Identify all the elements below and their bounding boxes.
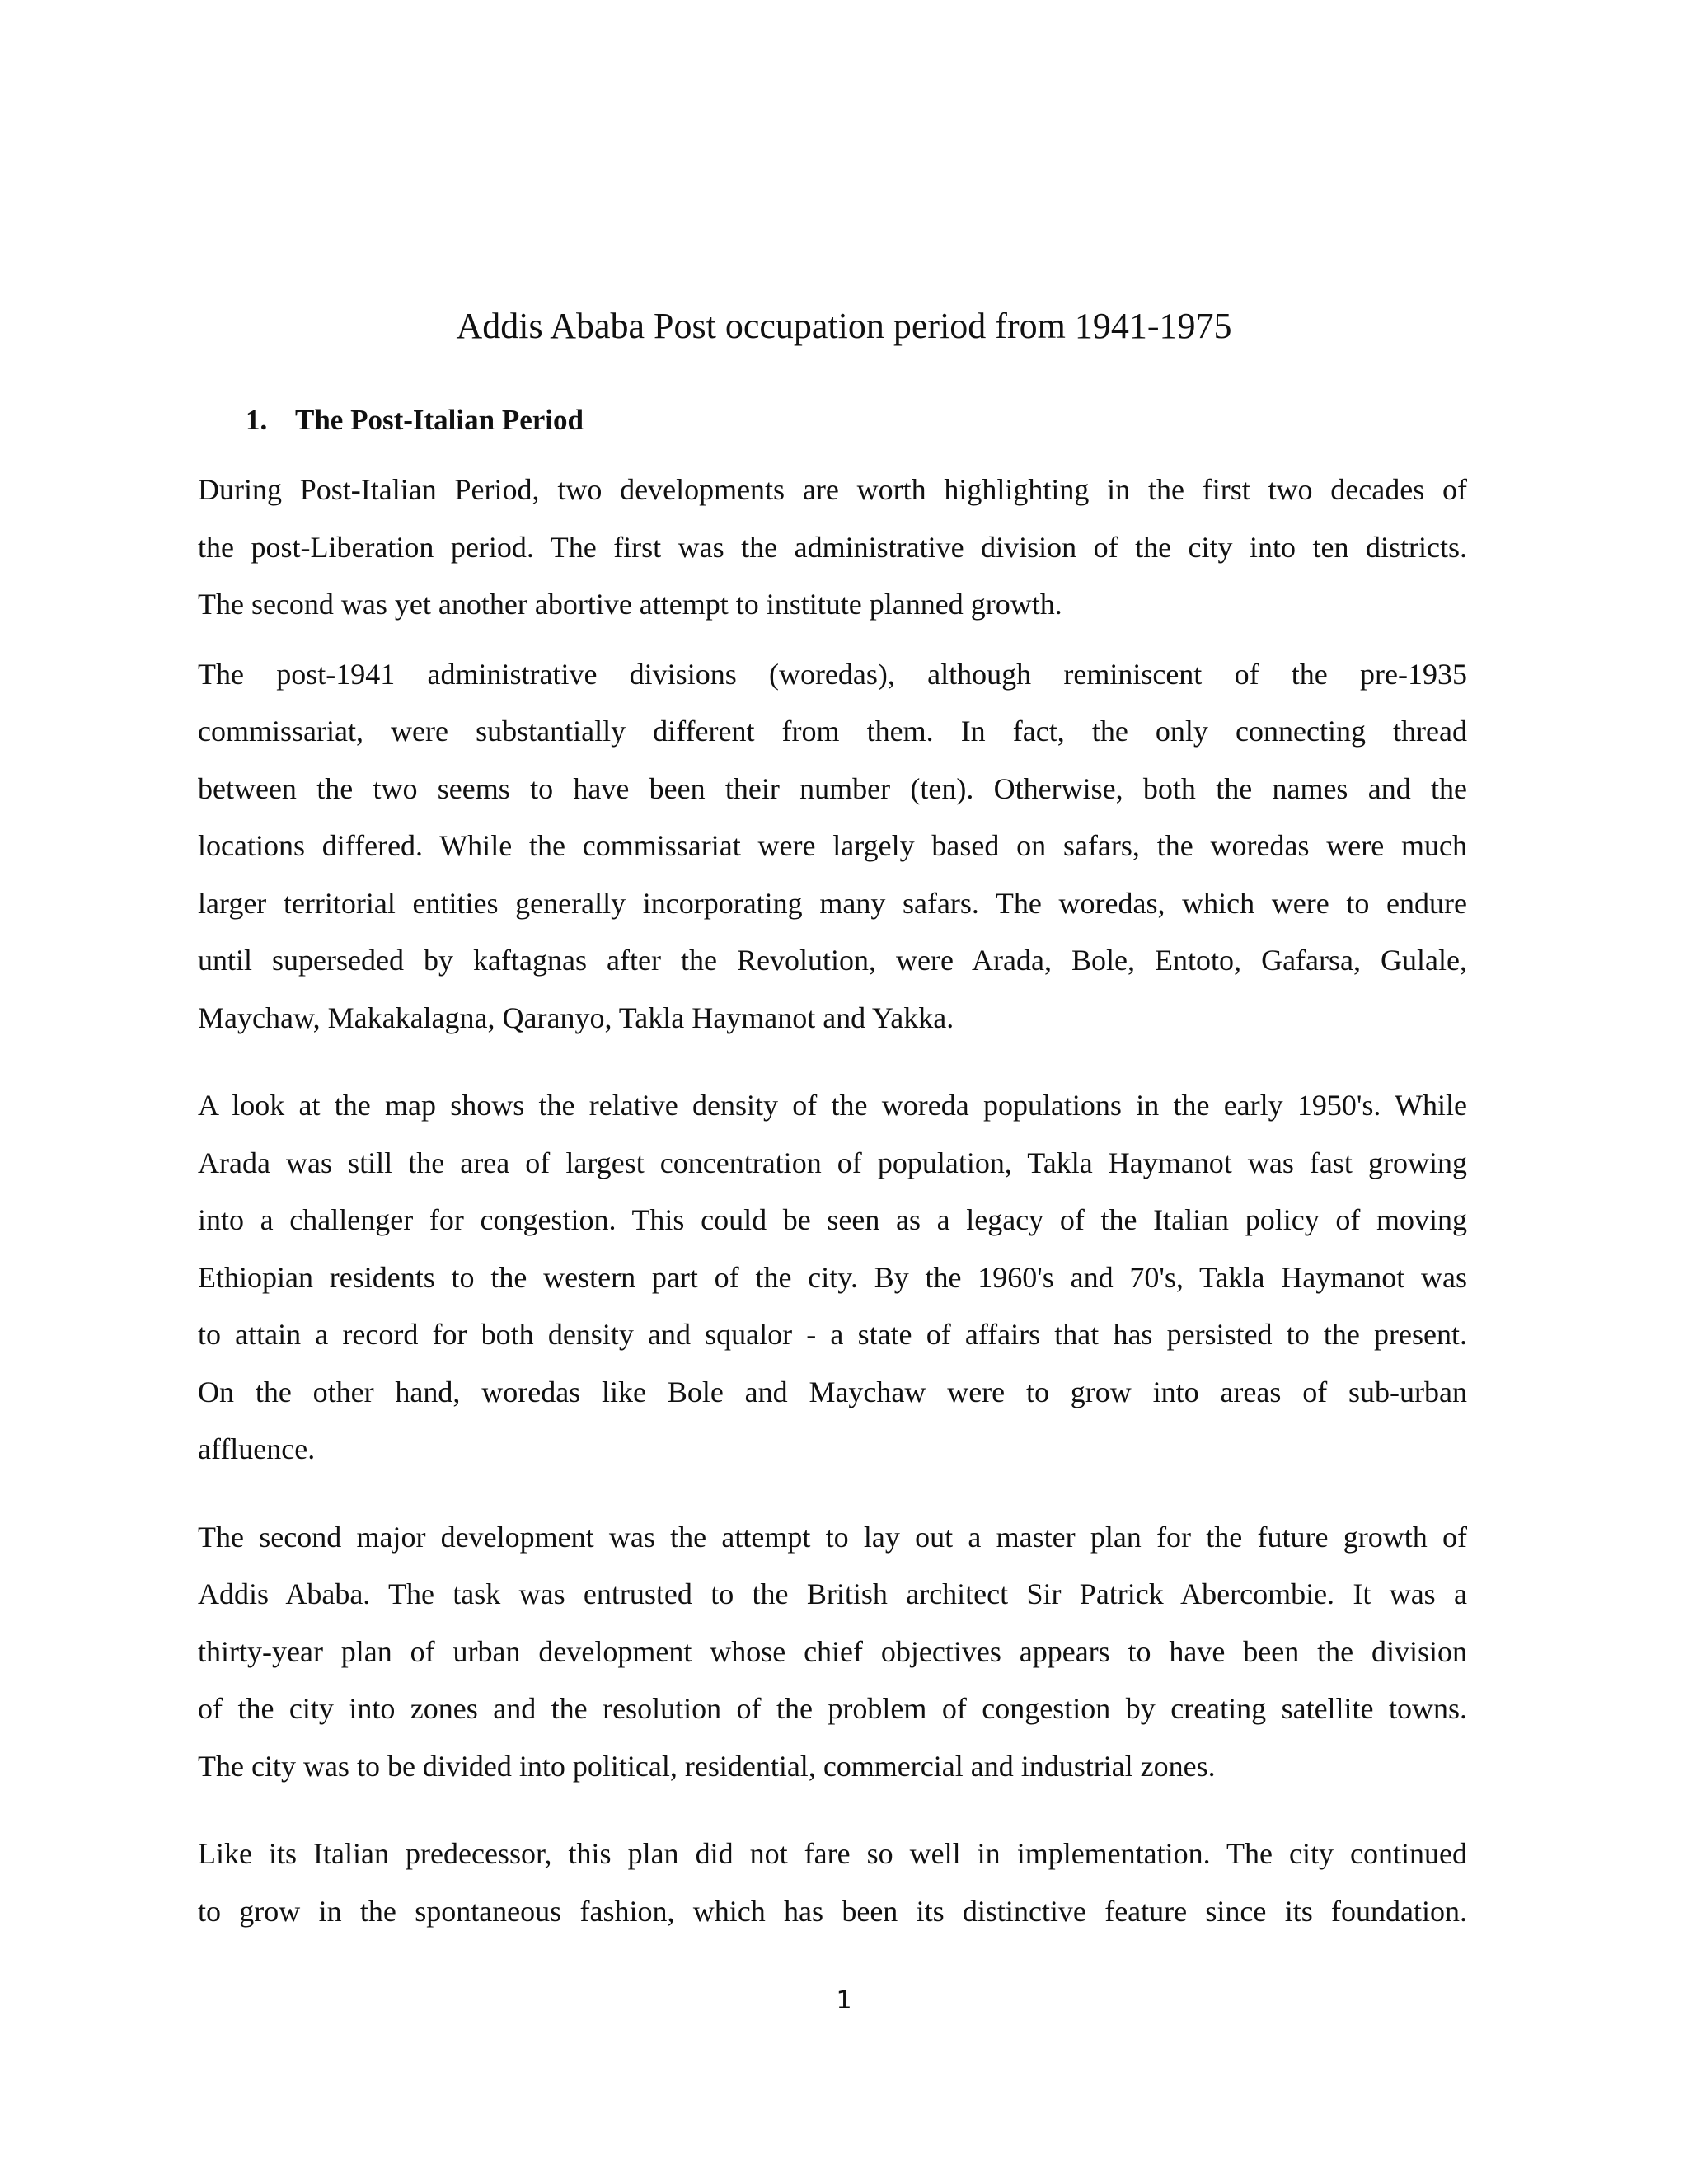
paragraph-line: The second was yet another abortive attempt to institute planned growth. [198, 588, 1062, 621]
paragraph-line: into a challenger for congestion. This could be seen as a legacy of the Italian policy of moving [198, 1203, 1467, 1236]
paragraph-4 [198, 1509, 1467, 1796]
paragraph-line: Arada was still the area of largest concentration of population, Takla Haymanot was fast growing [198, 1146, 1467, 1179]
paragraph-3 [198, 1077, 1467, 1479]
paragraph-line: Maychaw, Makakalagna, Qaranyo, Takla Haymanot and Yakka. [198, 1001, 954, 1034]
paragraph-line: between the two seems to have been their number (ten). Otherwise, both the names and the [198, 771, 1467, 805]
paragraph-line: thirty-year plan of urban development whose chief objectives appears to have been the division [198, 1634, 1467, 1668]
paragraph-line: Ethiopian residents to the western part of the city. By the 1960's and 70's, Takla Haymanot was [198, 1260, 1467, 1294]
section-number: 1. [246, 404, 268, 436]
paragraph-line: The second major development was the attempt to lay out a master plan for the future growth of [198, 1520, 1467, 1554]
body-text [198, 462, 1467, 1952]
paragraph-line: to grow in the spontaneous fashion, which has been its distinctive feature since its foundation. [198, 1894, 1467, 1928]
document-title: Addis Ababa Post occupation period from 1941-1975 [456, 306, 1232, 346]
paragraph-2 [198, 646, 1467, 1047]
page-number: 1 [836, 1986, 852, 2015]
paragraph-line: On the other hand, woredas like Bole and Maychaw were to grow into areas of sub-urban [198, 1375, 1467, 1408]
section-heading [246, 402, 584, 438]
paragraph-line: to attain a record for both density and squalor - a state of affairs that has persisted to the present. [198, 1318, 1467, 1351]
paragraph-line: until superseded by kaftagnas after the Revolution, were Arada, Bole, Entoto, Gafarsa, Gulale, [198, 944, 1467, 977]
paragraph-1 [198, 462, 1467, 634]
paragraph-line: larger territorial entities generally incorporating many safars. The woredas, which were to endure [198, 886, 1467, 920]
paragraph-line: A look at the map shows the relative density of the woreda populations in the early 1950's. While [198, 1089, 1467, 1122]
section-heading-text: The Post-Italian Period [295, 404, 584, 436]
paragraph-line: During Post-Italian Period, two developments are worth highlighting in the first two decades of [198, 473, 1467, 506]
paragraph-line: Addis Ababa. The task was entrusted to the British architect Sir Patrick Abercombie. It was a [198, 1577, 1467, 1610]
paragraph-5 [198, 1825, 1467, 1940]
paragraph-line: commissariat, were substantially different from them. In fact, the only connecting thread [198, 715, 1467, 748]
paragraph-line: Like its Italian predecessor, this plan did not fare so well in implementation. The city continued [198, 1837, 1467, 1870]
paragraph-line: The city was to be divided into political, residential, commercial and industrial zones. [198, 1749, 1216, 1783]
paragraph-line: of the city into zones and the resolution of the problem of congestion by creating satellite towns. [198, 1692, 1467, 1725]
paragraph-line: The post-1941 administrative divisions (woredas), although reminiscent of the pre-1935 [198, 657, 1467, 691]
paragraph-line: affluence. [198, 1432, 316, 1465]
paragraph-line: the post-Liberation period. The first was the administrative division of the city into ten districts. [198, 530, 1467, 564]
paragraph-line: locations differed. While the commissariat were largely based on safars, the woredas were much [198, 829, 1467, 862]
